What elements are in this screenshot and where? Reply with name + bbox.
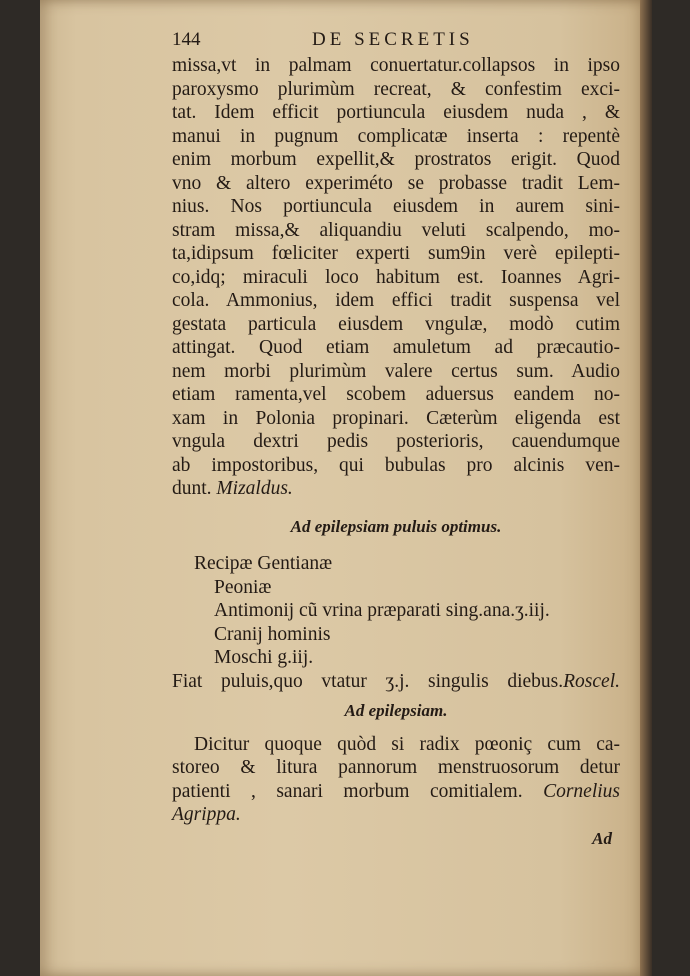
text-line bbox=[172, 780, 620, 804]
recipe-block bbox=[172, 552, 620, 693]
catchword: Ad bbox=[592, 828, 612, 848]
text-fragment: patienti , sanari morbum comitialem. bbox=[172, 780, 523, 802]
text-line: stram missa,& aliquandiu veluti scalpendo, mo- bbox=[172, 219, 620, 241]
recipe-line: Cranij hominis bbox=[214, 623, 331, 645]
text-line: enim morbum expellit,& prostratos erigit. Quod bbox=[172, 149, 620, 170]
text-line: missa,vt in palmam conuertatur.collapsos in ipso bbox=[172, 55, 620, 76]
text-fragment: dunt. bbox=[172, 478, 212, 499]
running-title: DE SECRETIS bbox=[312, 29, 474, 50]
text-fragment: Fiat puluis,quo vtatur ʒ.j. singulis diebus. bbox=[172, 670, 564, 692]
section-heading: Ad epilepsiam. bbox=[344, 701, 448, 720]
text-line: etiam ramenta,vel scobem aduersus eandem no- bbox=[172, 384, 620, 405]
recipe-line: Recipæ Gentianæ bbox=[194, 553, 333, 574]
recipe-line: Peoniæ bbox=[214, 576, 272, 598]
text-line: manui in pugnum complicatæ inserta : repentè bbox=[172, 125, 620, 147]
text-line: nem morbi plurimùm valere certus sum. Audio bbox=[172, 360, 620, 382]
recipe-line: Antimonij cũ vrina præparati sing.ana.ʒ.iij. bbox=[214, 600, 550, 621]
text-line: ta,idipsum fœliciter experti sum9in verè epilepti- bbox=[172, 243, 620, 264]
recipe-line: Moschi g.iij. bbox=[214, 647, 314, 668]
section-heading: Ad epilepsiam puluis optimus. bbox=[290, 516, 502, 536]
text-line: ab impostoribus, qui bubulas pro alcinis ven- bbox=[172, 454, 620, 476]
page-edge bbox=[640, 0, 652, 976]
recipe-line bbox=[172, 670, 620, 694]
author-citation: Agrippa. bbox=[172, 804, 241, 825]
text-line: co,idq; miraculi loco habitum est. Ioannes Agri- bbox=[172, 266, 620, 288]
text-line: Dicitur quoque quòd si radix pœoniç cum ca- bbox=[194, 733, 620, 755]
page-text bbox=[172, 28, 620, 850]
paragraph-1 bbox=[172, 54, 620, 501]
text-line bbox=[172, 477, 620, 501]
text-line: storeo & litura pannorum menstruosorum detur bbox=[172, 757, 620, 778]
page-number: 144 bbox=[172, 29, 201, 50]
text-line: attingat. Quod etiam amuletum ad præcautio- bbox=[172, 337, 620, 358]
text-line: vno & altero experiméto se probasse tradit Lem- bbox=[172, 172, 620, 194]
running-header bbox=[172, 28, 620, 54]
text-line: paroxysmo plurimùm recreat, & confestim exci- bbox=[172, 78, 620, 100]
text-line: vngula dextri pedis posterioris, cauendumque bbox=[172, 431, 620, 452]
text-line: nius. Nos portiuncula eiusdem in aurem sini- bbox=[172, 196, 620, 217]
author-citation: Roscel. bbox=[563, 670, 620, 692]
text-line: xam in Polonia propinari. Cæterùm eligenda est bbox=[172, 407, 620, 429]
author-citation: Mizaldus. bbox=[216, 478, 293, 499]
author-citation: Cornelius bbox=[543, 780, 621, 802]
text-line: gestata particula eiusdem vngulæ, modò cutim bbox=[172, 313, 620, 335]
paragraph-2 bbox=[172, 733, 620, 827]
text-line: tat. Idem efficit portiuncula eiusdem nuda , & bbox=[172, 102, 620, 123]
text-line: cola. Ammonius, idem effici tradit suspensa vel bbox=[172, 290, 620, 311]
